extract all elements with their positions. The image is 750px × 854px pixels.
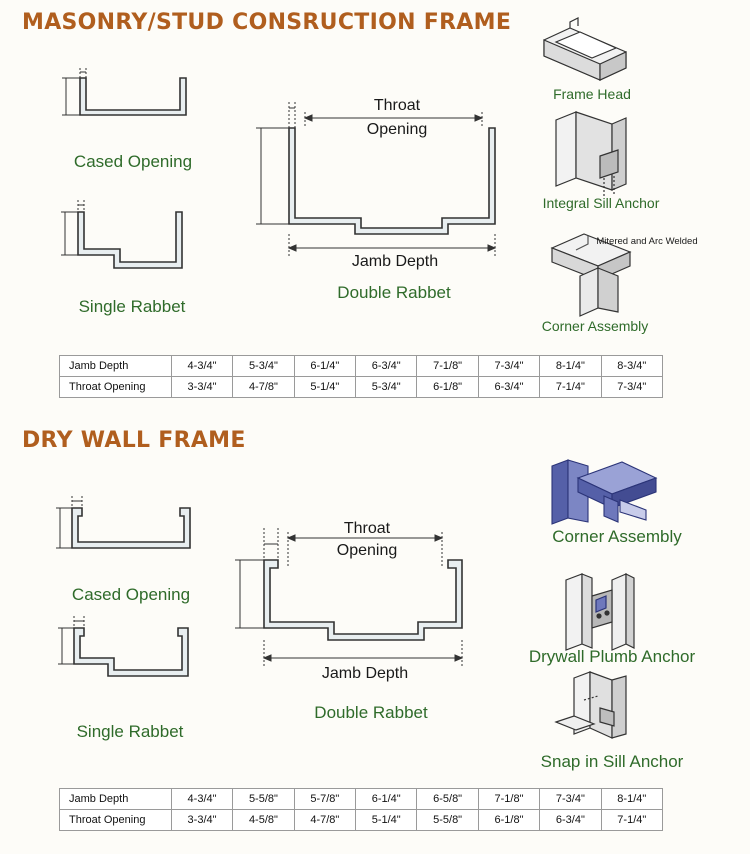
table-cell: 6-1/8" xyxy=(417,377,478,398)
table-row xyxy=(60,789,663,810)
snap-in-sill-anchor-label: Snap in Sill Anchor xyxy=(540,752,684,771)
table-cell: 5-5/8" xyxy=(417,810,478,831)
masonry-throat-label: Throat xyxy=(373,97,421,114)
table-cell: 5-7/8" xyxy=(294,789,355,810)
drywall-single-rabbet-label: Single Rabbet xyxy=(76,722,184,741)
frame-head-illustration xyxy=(544,18,626,80)
table-cell: 5-5/8" xyxy=(233,789,294,810)
masonry-section-title: MASONRY/STUD CONSRUCTION FRAME xyxy=(22,10,512,35)
row-label: Throat Opening xyxy=(60,810,172,831)
drywall-spec-table xyxy=(59,788,663,831)
table-cell: 5-1/4" xyxy=(294,377,355,398)
table-cell: 7-1/4" xyxy=(540,377,601,398)
masonry-corner-assembly-label: Corner Assembly xyxy=(541,318,649,334)
table-cell: 7-3/4" xyxy=(601,377,662,398)
row-label: Jamb Depth xyxy=(60,356,172,377)
table-cell: 3-3/4" xyxy=(171,810,232,831)
row-label: Jamb Depth xyxy=(60,789,172,810)
table-cell: 6-1/8" xyxy=(478,810,539,831)
table-cell: 8-1/4" xyxy=(540,356,601,377)
drywall-cased-opening-label: Cased Opening xyxy=(71,585,191,604)
table-cell: 6-3/4" xyxy=(478,377,539,398)
drywall-throat-label: Throat xyxy=(343,520,391,537)
masonry-double-rabbet-label: Double Rabbet xyxy=(337,283,451,302)
masonry-single-rabbet-profile xyxy=(61,200,182,268)
table-cell: 8-3/4" xyxy=(601,356,662,377)
table-cell: 7-1/4" xyxy=(601,810,662,831)
masonry-jamb-depth-label: Jamb Depth xyxy=(351,253,439,270)
mitered-arc-welded-label: Mitered and Arc Welded xyxy=(596,236,698,247)
integral-sill-anchor-label: Integral Sill Anchor xyxy=(542,195,660,211)
table-cell: 6-3/4" xyxy=(356,356,417,377)
drywall-single-rabbet-profile xyxy=(58,616,188,676)
table-cell: 4-5/8" xyxy=(233,810,294,831)
table-cell: 7-3/4" xyxy=(478,356,539,377)
integral-sill-anchor-illustration xyxy=(556,112,626,196)
table-cell: 7-1/8" xyxy=(478,789,539,810)
masonry-single-rabbet-label: Single Rabbet xyxy=(78,297,186,316)
drywall-jamb-depth-label: Jamb Depth xyxy=(321,665,409,682)
table-cell: 6-3/4" xyxy=(540,810,601,831)
table-cell: 5-3/4" xyxy=(233,356,294,377)
drywall-opening-label: Opening xyxy=(336,542,398,559)
table-row xyxy=(60,377,663,398)
drywall-corner-assembly-label: Corner Assembly xyxy=(552,527,682,546)
table-cell: 5-3/4" xyxy=(356,377,417,398)
table-row xyxy=(60,356,663,377)
table-cell: 5-1/4" xyxy=(356,810,417,831)
table-cell: 6-5/8" xyxy=(417,789,478,810)
masonry-spec-table xyxy=(59,355,663,398)
drywall-plumb-anchor-illustration xyxy=(566,574,634,650)
table-cell: 3-3/4" xyxy=(171,377,232,398)
table-cell: 4-3/4" xyxy=(171,356,232,377)
masonry-opening-label: Opening xyxy=(366,121,428,138)
table-cell: 4-3/4" xyxy=(171,789,232,810)
drywall-section-title: DRY WALL FRAME xyxy=(22,428,246,453)
snap-in-sill-anchor-illustration xyxy=(556,672,626,738)
table-row xyxy=(60,810,663,831)
drywall-plumb-anchor-label: Drywall Plumb Anchor xyxy=(528,647,696,666)
masonry-cased-opening-profile xyxy=(62,68,186,115)
table-cell: 6-1/4" xyxy=(294,356,355,377)
table-cell: 8-1/4" xyxy=(601,789,662,810)
table-cell: 4-7/8" xyxy=(233,377,294,398)
row-label: Throat Opening xyxy=(60,377,172,398)
table-cell: 7-1/8" xyxy=(417,356,478,377)
frame-head-label: Frame Head xyxy=(553,86,631,102)
table-cell: 6-1/4" xyxy=(356,789,417,810)
drywall-corner-assembly-illustration xyxy=(552,460,656,524)
table-cell: 7-3/4" xyxy=(540,789,601,810)
drywall-double-rabbet-label: Double Rabbet xyxy=(314,703,428,722)
table-cell: 4-7/8" xyxy=(294,810,355,831)
drywall-cased-opening-profile xyxy=(56,496,190,548)
masonry-cased-opening-label: Cased Opening xyxy=(73,152,193,171)
